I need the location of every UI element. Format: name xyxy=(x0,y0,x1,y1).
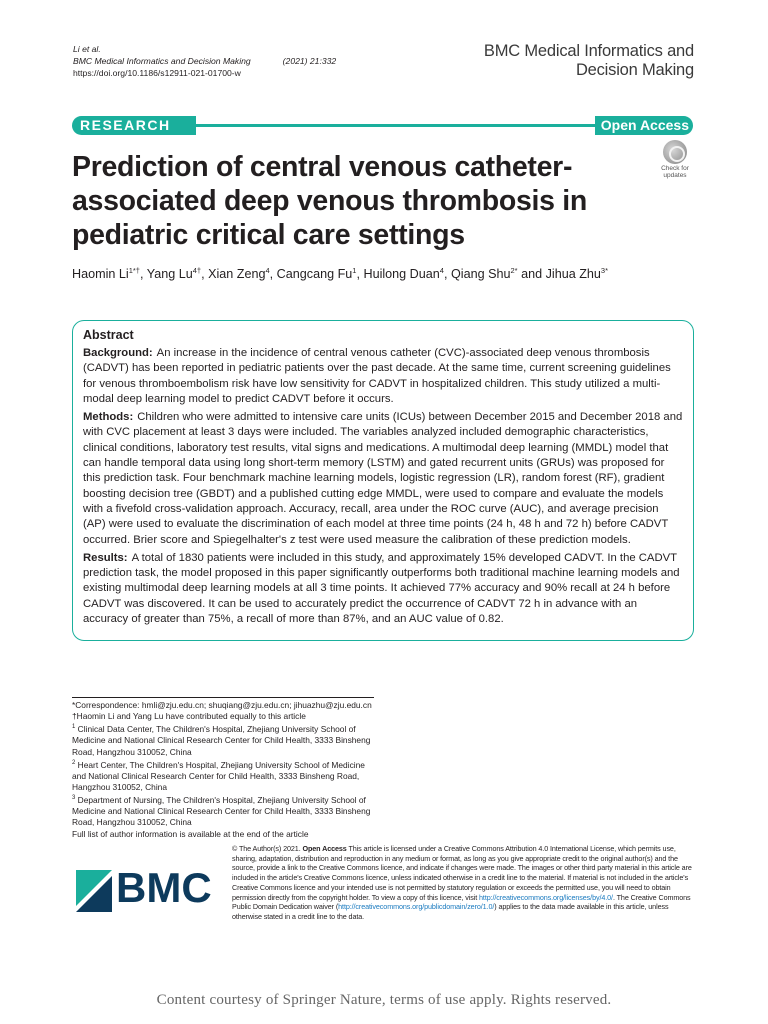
section-banner xyxy=(72,115,693,136)
research-label: RESEARCH xyxy=(72,116,196,135)
author-name[interactable]: Cangcang Fu xyxy=(276,267,353,282)
background-label: Background: xyxy=(83,347,153,359)
license-link-cc-by[interactable]: http://creativecommons.org/licenses/by/4.0/ xyxy=(479,892,613,902)
author-name[interactable]: Qiang Shu xyxy=(450,267,511,282)
author-separator: , xyxy=(443,267,451,282)
abstract-box xyxy=(72,320,694,641)
check-updates-line2: updates xyxy=(663,172,687,179)
author-affiliation-sup: 1 xyxy=(352,266,357,275)
footnote-rule xyxy=(72,697,374,698)
results-text: A total of 1830 patients were included in this study, and approximately 15% developed CADVT. In the CADVT prediction task, the model proposed in this paper significantly outperforms both traditional machine learning models and existing multimodal deep learning models at all 3 time points. It achieved 77% accuracy and 90% recall at 24 h before CADVT was discovered. It can be used to accurately predict the occurrence of CADVT 72 h in advance with an accuracy of greater than 75%, a recall of more than 87%, and an AUC value of 0.82. xyxy=(83,551,680,626)
abstract-heading: Abstract xyxy=(83,328,134,342)
author-separator: , xyxy=(269,267,277,282)
journal-citation: BMC Medical Informatics and Decision Making xyxy=(73,56,251,66)
banner-rule xyxy=(190,124,601,127)
author-name[interactable]: Jihua Zhu xyxy=(545,267,601,282)
check-updates-line1: Check for xyxy=(661,165,689,172)
background-text: An increase in the incidence of central venous catheter (CVC)-associated deep venous thrombosis (CADVT) has been reported in pediatric patients over the past decade. At the same time, current screening guidelines for venous thromboembolism risk have low sensitivity for CADVT in hospitalized children. This study utilized a multi-modal deep learning model to predict CADVT before it occurs. xyxy=(83,347,671,405)
affiliation-2 xyxy=(72,758,378,793)
check-updates-icon xyxy=(663,140,687,164)
correspondence: *Correspondence: hmli@zju.edu.cn; shuqiang@zju.edu.cn; jihuazhu@zju.edu.cn xyxy=(72,700,372,710)
journal-name-line1: BMC Medical Informatics and xyxy=(483,42,694,60)
license-p4: ) applies to the data made available in this article, unless otherwise stated in a credit line to the data. xyxy=(232,902,669,921)
abstract-background xyxy=(83,346,683,407)
year-volume: (2021) 21:332 xyxy=(282,56,337,66)
abstract-methods xyxy=(83,410,683,548)
journal-name xyxy=(484,42,694,80)
license-text xyxy=(232,844,694,922)
abstract-results xyxy=(83,551,683,627)
author-affiliation-sup: 4† xyxy=(192,266,202,275)
author-separator: , xyxy=(139,267,147,282)
check-for-updates-badge[interactable] xyxy=(655,140,695,180)
author-separator: , xyxy=(356,267,364,282)
author-name[interactable]: Haomin Li xyxy=(72,267,129,282)
aff1-text: Clinical Data Center, The Children's Hospital, Zhejiang University School of Medicine and National Clinical Research Center for Child Health, 3333 Binsheng Road, Hangzhou 310052, China xyxy=(72,724,371,757)
license-p2: This article is licensed under a Creative Commons Attribution 4.0 International License, which permits use, sharing, adaptation, distribution and reproduction in any medium or format, as long as you give appropriate credit to the original author(s) and the source, provide a link to the Creative Commons licence, and indicate if changes were made. The images or other third party material in this article are included in the article's Creative Commons licence, unless indicated otherwise in a credit line to the material. If material is not included in the article's Creative Commons licence and your intended use is not permitted by statutory regulation or exceeds the permitted use, you will need to obtain permission directly from the copyright holder. To view a copy of this licence, visit xyxy=(232,844,692,902)
journal-name-line2: Decision Making xyxy=(575,61,694,79)
author-name[interactable]: Huilong Duan xyxy=(363,267,440,282)
author-affiliation-sup: 2* xyxy=(510,266,518,275)
author-name[interactable]: Yang Lu xyxy=(146,267,193,282)
doi-link[interactable]: https://doi.org/10.1186/s12911-021-01700-w xyxy=(73,68,241,78)
author-affiliation-sup: 1*† xyxy=(128,266,140,275)
author-name[interactable]: Xian Zeng xyxy=(208,267,266,282)
license-oa: Open Access xyxy=(302,844,347,853)
article-title: Prediction of central venous catheter-associated deep venous thrombosis in pediatric critical care settings xyxy=(72,151,588,251)
license-p3: . The Creative Commons Public Domain Dedication waiver ( xyxy=(232,892,691,912)
aff2-sup: 2 xyxy=(72,759,76,766)
bmc-wordmark: BMC xyxy=(116,864,212,911)
license-link-cc0[interactable]: http://creativecommons.org/publicdomain/zero/1.0/ xyxy=(338,902,495,912)
aff2-text: Heart Center, The Children's Hospital, Zhejiang University School of Medicine and National Clinical Research Center for Child Health, 3333 Binsheng Road, Hangzhou 310052, China xyxy=(72,759,365,793)
full-author-info: Full list of author information is available at the end of the article xyxy=(72,828,309,839)
equal-contribution: †Haomin Li and Yang Lu have contributed equally to this article xyxy=(72,711,306,722)
aff3-sup: 3 xyxy=(72,795,76,802)
article-meta xyxy=(73,43,336,79)
author-affiliation-sup: 4 xyxy=(439,266,444,275)
author-affiliation-sup: 3* xyxy=(600,266,608,275)
methods-label: Methods: xyxy=(83,411,134,424)
author-list xyxy=(72,263,608,282)
courtesy-notice: Content courtesy of Springer Nature, terms of use apply. Rights reserved. xyxy=(156,992,612,1008)
license-p1: © The Author(s) 2021. xyxy=(232,844,303,853)
affiliation-1 xyxy=(72,722,378,757)
affiliation-3 xyxy=(72,793,378,828)
aff3-text: Department of Nursing, The Children's Hospital, Zhejiang University School of Medicine and National Clinical Research Center for Child Health, 3333 Binsheng Road, Hangzhou 310052, China xyxy=(72,795,371,828)
author-affiliation-sup: 4 xyxy=(265,266,270,275)
footnotes xyxy=(72,700,378,840)
author-separator: and xyxy=(517,267,546,282)
results-label: Results: xyxy=(83,551,128,564)
methods-text: Children who were admitted to intensive care units (ICUs) between December 2015 and December 2018 and with CVC placement at least 3 days were included. The variables analyzed included demographic characteristics, clinical conditions, laboratory test results, vital signs and medications. A multimodal deep learning (MMDL) model that can handle temporal data using long short-term memory (LSTM) and gated recurrent units (GRUs) was proposed for this prediction task. Four benchmark machine learning models, logistic regression (LR), random forest (RF), gradient boosting decision tree (GBDT) and a published cutting edge MMDL, were used to compare and evaluate the models with a fivefold cross-validation approach. Accuracy, recall, area under the ROC curve (AUC), and average precision (AP) were used to evaluate the discrimination of each model at three time points (24 h, 48 h and 72 h) before CADVT occurred. Brier score and Spiegelhalter's z test were used measure the calibration of these prediction models. xyxy=(83,411,683,546)
open-access-label: Open Access xyxy=(595,116,693,135)
check-updates-text xyxy=(655,165,695,179)
author-separator: , xyxy=(201,267,209,282)
authors-short: Li et al. xyxy=(73,44,101,54)
aff1-sup: 1 xyxy=(72,724,76,731)
